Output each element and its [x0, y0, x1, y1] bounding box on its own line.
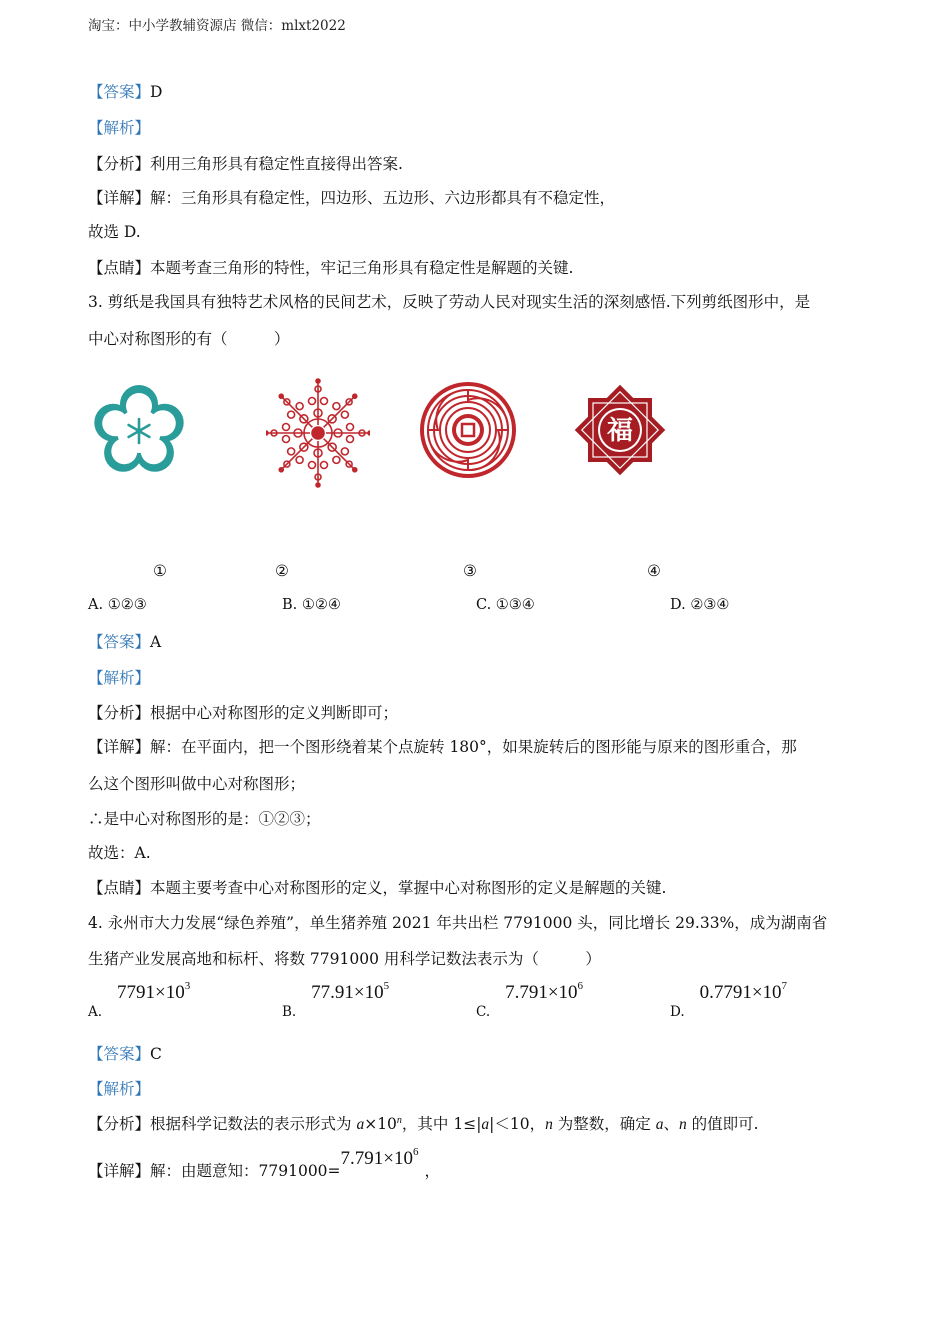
papercut-figure-4 [572, 382, 668, 478]
q3-option-a: A. ①②③ [88, 597, 147, 613]
q4-xiangjie: 【详解】解：由题意知：$7791000=7.791\times 10^6$， [88, 1146, 441, 1180]
q4-stem-line1: 4. 永州市大力发展“绿色养殖”，单生猪养殖 2021 年共出栏 7791000 头，同比增长 29.33%，成为湖南省 [88, 914, 828, 932]
q4-answer: 【答案】C [88, 1045, 162, 1063]
q2-fenxi: 【分析】利用三角形具有稳定性直接得出答案. [88, 155, 403, 173]
q3-jiexi: 【解析】 [88, 669, 151, 687]
q4-stem-line2: 生猪产业发展高地和标杆、将数 7791000 用科学记数法表示为（ ） [88, 950, 601, 968]
page-header: 淘宝：中小学教辅资源店 微信：mlxt2022 [88, 18, 346, 34]
papercut-figure-3 [418, 380, 518, 480]
q2-guxuan: 故选 D. [88, 223, 141, 241]
q3-xiangjie-line1: 【详解】解：在平面内，把一个图形绕着某个点旋转 180°，如果旋转后的图形能与原来的图形重合，那 [88, 738, 797, 756]
q2-jiexi: 【解析】 [88, 119, 151, 137]
q4-jiexi: 【解析】 [88, 1080, 151, 1098]
fu-character: 福 [606, 416, 634, 446]
q3-xiangjie-line2: 么这个图形叫做中心对称图形； [88, 775, 306, 793]
q2-answer: 【答案】D [88, 83, 163, 101]
q3-therefore: ∴是中心对称图形的是：①②③； [88, 810, 321, 828]
q3-dianjing: 【点睛】本题主要考查中心对称图形的定义，掌握中心对称图形的定义是解题的关键. [88, 879, 667, 897]
q3-option-d: D. ②③④ [670, 597, 730, 613]
q3-option-b: B. ①②④ [282, 597, 341, 613]
q2-dianjing: 【点睛】本题考查三角形的特性，牢记三角形具有稳定性是解题的关键. [88, 259, 574, 277]
q4-option-b: B. $77.91\times 10^5$ [282, 980, 390, 1020]
q3-stem-line2: 中心对称图形的有（ ） [88, 330, 290, 348]
q4-option-a: A. $7791\times 10^3$ [88, 980, 191, 1020]
q3-stem-line1: 3. 剪纸是我国具有独特艺术风格的民间艺术，反映了劳动人民对现实生活的深刻感悟.下列剪纸图形中，是 [88, 293, 811, 311]
fig-label-3: ③ [463, 562, 477, 580]
q4-option-d: D. $0.7791\times 10^7$ [670, 980, 788, 1020]
q3-option-c: C. ①③④ [476, 597, 535, 613]
q4-option-c: C. $7.791\times 10^6$ [476, 980, 584, 1020]
fig-label-2: ② [275, 562, 289, 580]
papercut-figure-1 [88, 383, 190, 479]
q2-xiangjie: 【详解】解：三角形具有稳定性，四边形、五边形、六边形都具有不稳定性， [88, 189, 616, 207]
fig-label-4: ④ [647, 562, 661, 580]
q3-fenxi: 【分析】根据中心对称图形的定义判断即可； [88, 704, 399, 722]
q4-fenxi: 【分析】根据科学记数法的表示形式为 $a\times 10^n$，其中 1≤|a|＜10，n 为整数，确定 a、n 的值即可. [88, 1114, 759, 1133]
q3-guxuan: 故选：A. [88, 844, 151, 862]
fig-label-1: ① [153, 562, 167, 580]
papercut-figure-2 [266, 378, 370, 488]
q3-answer: 【答案】A [88, 633, 162, 651]
